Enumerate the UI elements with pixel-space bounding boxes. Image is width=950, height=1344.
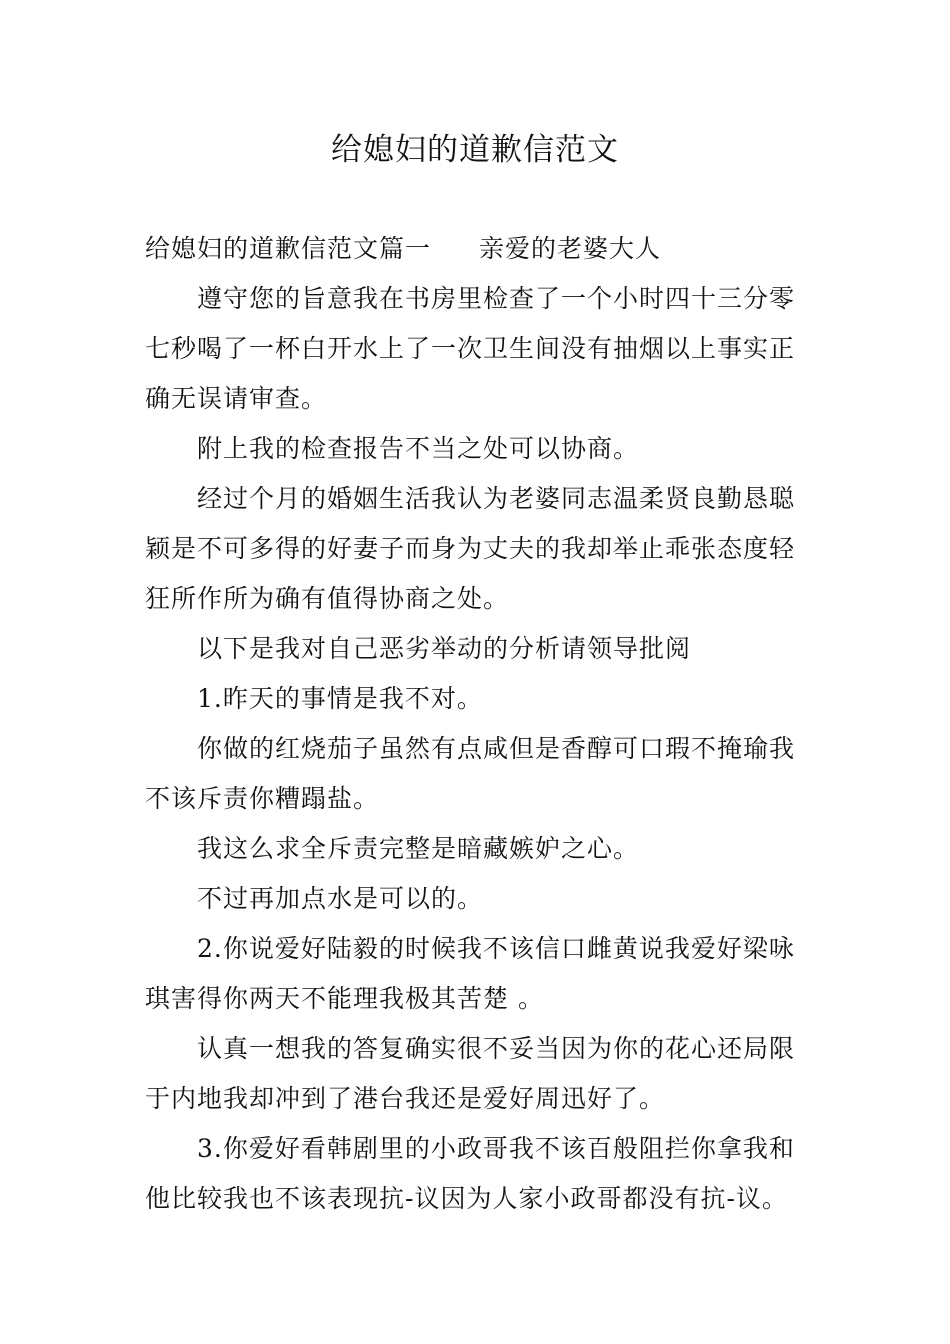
paragraph-6: 你做的红烧茄子虽然有点咸但是香醇可口瑕不掩瑜我不该斥责你糟蹋盐。 <box>145 734 796 813</box>
heading-line <box>145 224 809 274</box>
heading-line-part1: 给媳妇的道歉信范文篇一 <box>145 234 432 263</box>
paragraph-8: 不过再加点水是可以的。 <box>197 884 484 913</box>
document-body <box>145 224 809 1224</box>
paragraph-11: 3.你爱好看韩剧里的小政哥我不该百般阻拦你拿我和他比较我也不该表现抗-议因为人家小政哥都没有抗-议。 <box>145 1134 795 1213</box>
paragraph-7: 我这么求全斥责完整是暗藏嫉妒之心。 <box>197 834 640 863</box>
heading-line-part2: 亲爱的老婆大人 <box>479 234 662 263</box>
paragraph-4: 以下是我对自己恶劣举动的分析请领导批阅 <box>197 634 692 663</box>
paragraph-9: 2.你说爱好陆毅的时候我不该信口雌黄说我爱好梁咏琪害得你两天不能理我极其苦楚 。 <box>145 934 795 1013</box>
paragraph-10: 认真一想我的答复确实很不妥当因为你的花心还局限于内地我却冲到了港台我还是爱好周迅好了。 <box>145 1034 796 1113</box>
paragraph-5: 1.昨天的事情是我不对。 <box>197 684 483 713</box>
paragraph-1: 遵守您的旨意我在书房里检查了一个小时四十三分零七秒喝了一杯白开水上了一次卫生间没有抽烟以上事实正确无误请审查。 <box>145 284 796 413</box>
document-title: 给媳妇的道歉信范文 <box>331 132 619 168</box>
paragraph-2: 附上我的检查报告不当之处可以协商。 <box>197 434 640 463</box>
paragraph-3: 经过个月的婚姻生活我认为老婆同志温柔贤良勤恳聪颖是不可多得的好妻子而身为丈夫的我却举止乖张态度轻狂所作所为确有值得协商之处。 <box>145 484 796 613</box>
